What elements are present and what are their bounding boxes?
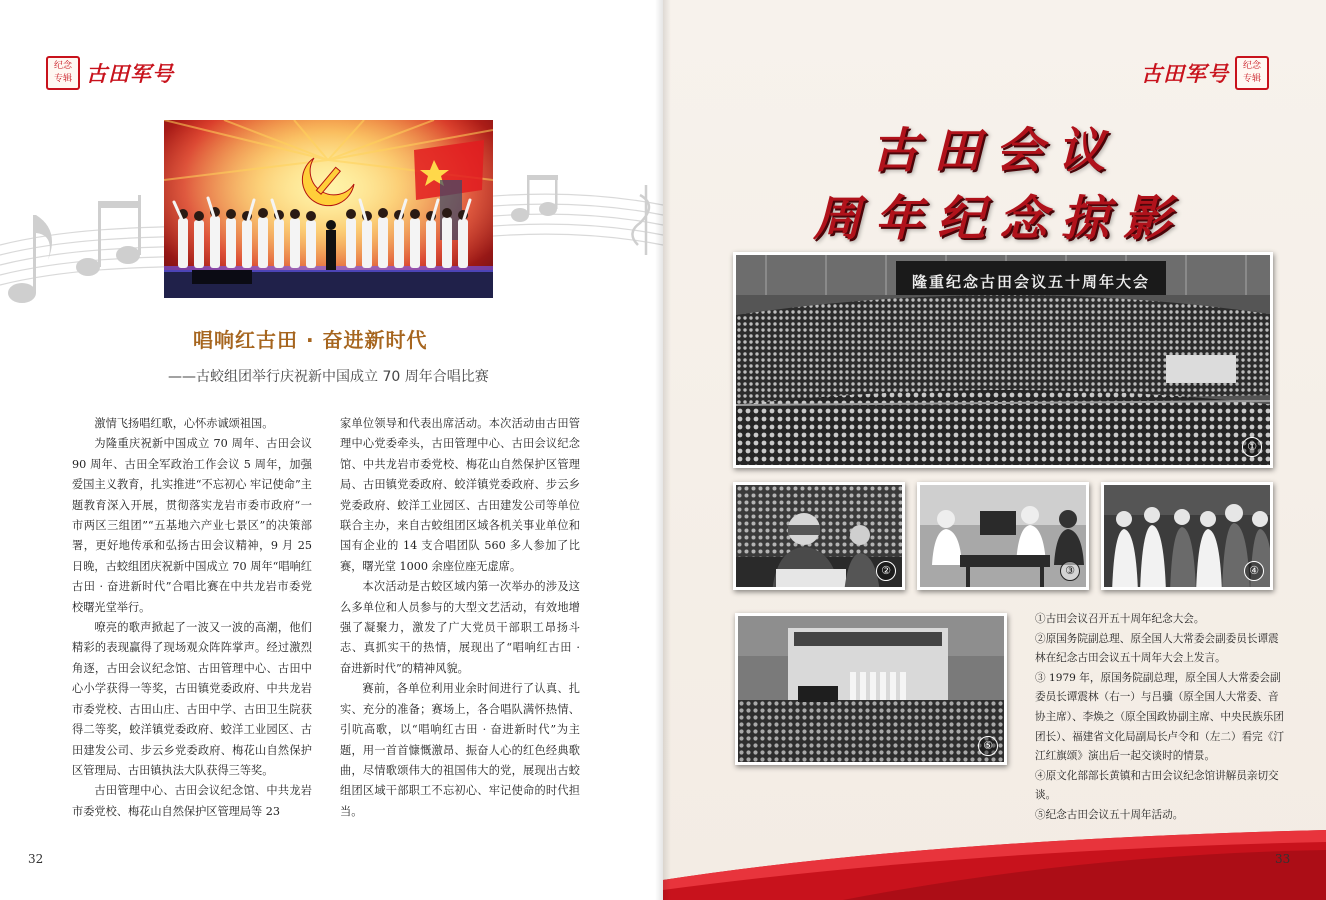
paragraph: 嘹亮的歌声掀起了一波又一波的高潮，他们精彩的表现赢得了现场观众阵阵掌声。经过激烈角逐，古田会议纪念馆、古田管理中心、古田中心小学获得一等奖，古田镇党委政府、中共龙岩市委党校、古田山庄、古田中学、古田卫生院获得二等奖，蛟洋镇党委政府、蛟洋工业园区、古田建发公司、步云乡党委政府、梅花山自然保护区管理局、古田镇执法大队获得三等奖。: [72, 621, 312, 777]
photo-number-badge: ③: [1060, 561, 1080, 581]
feature-title-line-1: 古田会议: [871, 123, 1120, 179]
paragraph: 古田管理中心、古田会议纪念馆、中共龙岩市委党校、梅花山自然保护区管理局等 23: [72, 784, 312, 818]
hall-banner-text: 隆重纪念古田会议五十周年大会: [912, 273, 1151, 291]
choir-stage-photo: [164, 120, 493, 298]
photo-number-badge: ①: [1242, 437, 1262, 457]
photo-number-badge: ④: [1244, 561, 1264, 581]
seal-stamp: 纪念专辑: [1235, 56, 1269, 90]
column-name: 古田军号: [1141, 61, 1229, 86]
article-subtitle: ——古蛟组团举行庆祝新中国成立 70 周年合唱比赛: [168, 369, 489, 385]
paragraph: 家单位领导和代表出席活动。本次活动由古田管理中心党委牵头，古田管理中心、古田会议纪念馆、中共龙岩市委党校、梅花山自然保护区管理局、古田镇党委政府、蛟洋镇党委政府、步云乡党委政府、蛟洋工业园区、古田建发公司等单位联合主办，来自古蛟组团区域各机关事业单位和国有企业的 14 支合唱团队 560 多人参加了比赛，曙光堂 1000 余座位座无虚席。: [340, 417, 580, 573]
speaker-photo: [733, 482, 905, 590]
caption: ②原国务院副总理、原全国人大常委会副委员长谭震林在纪念古田会议五十周年大会上发言。: [1035, 632, 1279, 665]
caption: ①古田会议召开五十周年纪念大会。: [1035, 613, 1205, 625]
outdoor-commemoration-photo: [735, 613, 1007, 765]
paragraph: 为隆重庆祝新中国成立 70 周年、古田会议 90 周年、古田全军政治工作会议 5 周年，加强爱国主义教育，扎实推进“不忘初心 牢记使命”主题教育深入开展，贯彻落实龙岩市委市政府“一市两区三组团”“五基地六产业七景区”的决策部署，更好地传承和弘扬古田会议精神，9 月 25 日晚，古蛟组团庆祝新中国成立 70 周年“唱响红古田 · 奋进新时代”合唱比赛在中共龙岩市委党校曙光堂举行。: [72, 437, 312, 614]
caption: ④原文化部部长黄镇和古田会议纪念馆讲解员亲切交谈。: [1035, 769, 1279, 802]
right-page: [663, 0, 1326, 900]
page-number: 33: [1275, 852, 1291, 866]
seal-stamp: 纪念专辑: [46, 56, 80, 90]
article-column-1: [72, 414, 312, 822]
red-ribbon-decoration: [663, 780, 1326, 900]
page-number: 32: [28, 852, 44, 866]
caption: ⑤纪念古田会议五十周年活动。: [1035, 808, 1184, 821]
photo-number-badge: ②: [876, 561, 896, 581]
column-badge-right: [1141, 56, 1269, 90]
photo-number-badge: ⑤: [978, 736, 998, 756]
conference-hall-photo: [733, 252, 1273, 468]
paragraph: 激情飞扬唱红歌，心怀赤诚颂祖国。: [94, 417, 274, 430]
column-badge-left: [46, 56, 174, 90]
paragraph: 赛前，各单位利用业余时间进行了认真、扎实、充分的准备；赛场上，各合唱队满怀热情、引吭高歌，以“唱响红古田 · 奋进新时代”为主题，用一首首慷慨激昂、振奋人心的红色经典歌曲，尽情歌颂伟大的祖国伟大的党，展现出古蛟组团区域干部职工不忘初心、牢记使命的时代担当。: [340, 682, 580, 818]
conversation-photo: [917, 482, 1089, 590]
group-visit-photo: [1101, 482, 1273, 590]
feature-title-line-2: 周年纪念掠影: [813, 191, 1186, 247]
paragraph: 本次活动是古蛟区域内第一次举办的涉及这么多单位和人员参与的大型文艺活动，有效地增强了凝聚力，激发了广大党员干部职工昂扬斗志、真抓实干的热情，展现出了“唱响红古田 · 奋进新时代”的精神风貌。: [340, 580, 580, 675]
column-name: 古田军号: [86, 61, 174, 86]
article-column-2: [340, 414, 580, 822]
caption: ③ 1979 年，原国务院副总理，原全国人大常委会副委员长谭震林（右一）与吕骥（原全国人大常委、音协主席）、李焕之（原全国政协副主席、中央民族乐团团长）、福建省文化局副局长卢令和（左二）看完《汀江红旗颂》演出后一起交谈时的情景。: [1035, 671, 1284, 763]
article-title: 唱响红古田 · 奋进新时代: [193, 328, 428, 352]
page-gutter-shadow: [655, 0, 671, 900]
